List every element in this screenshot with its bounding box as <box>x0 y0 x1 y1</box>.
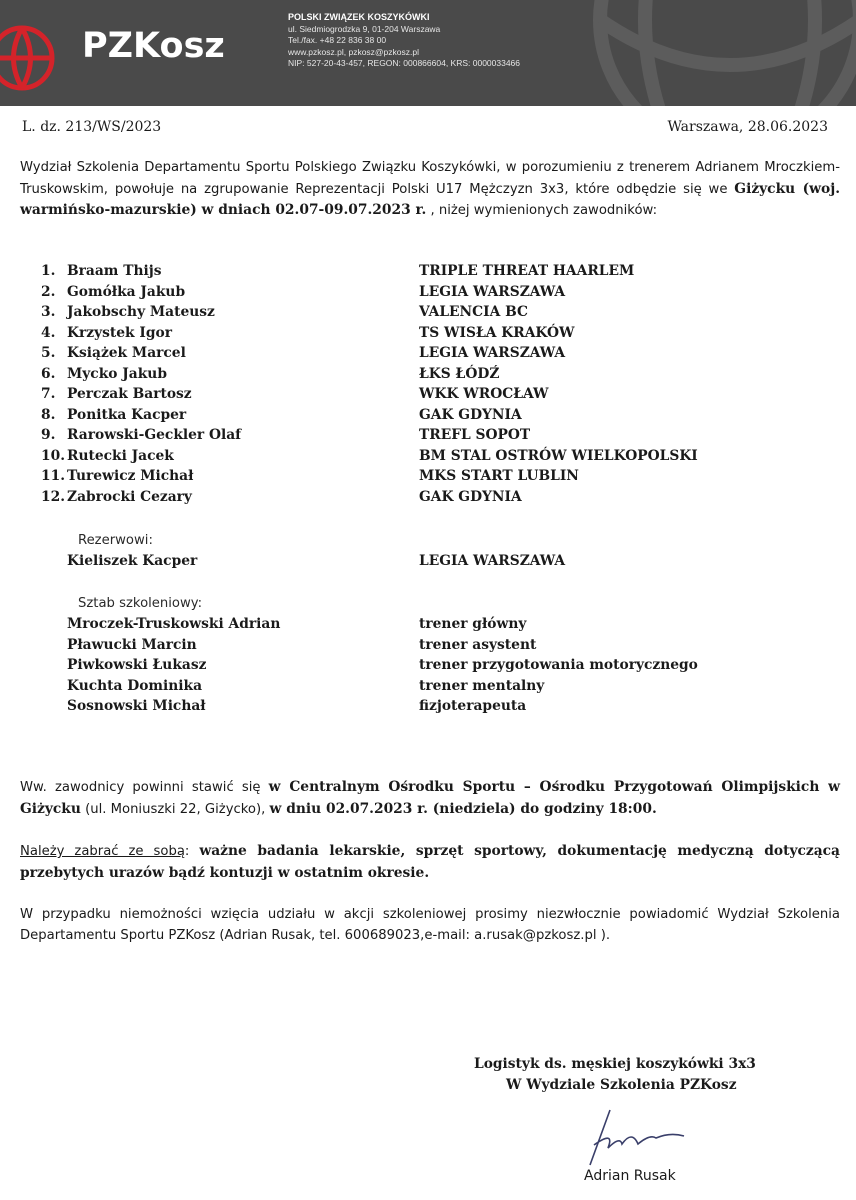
intro-text-2: , niżej wymienionych zawodników: <box>426 203 658 218</box>
reserve-name: Kieliszek Kacper <box>67 553 198 569</box>
player-club: MKS START LUBLIN <box>419 468 579 484</box>
player-name: Perczak Bartosz <box>67 386 192 402</box>
org-registry: NIP: 527-20-43-457, REGON: 000866604, KRS: 0000033466 <box>288 58 521 69</box>
signature-name: Adrian Rusak <box>584 1168 676 1184</box>
player-number: 11. <box>41 468 66 484</box>
player-number: 4. <box>41 324 56 341</box>
org-name: POLSKI ZWIĄZEK KOSZYKÓWKI <box>288 12 430 22</box>
staff-name: Kuchta Dominika <box>67 677 203 694</box>
signature-title-1: Logistyk ds. męskiej koszykówki 3x3 <box>474 1056 756 1072</box>
staff-name: Piwkowski Łukasz <box>67 657 207 673</box>
reserves-label: Rezerwowi: <box>78 533 153 548</box>
player-club: GAK GDYNIA <box>419 488 522 505</box>
player-name: Rutecki Jacek <box>67 447 174 464</box>
org-address: ul. Siedmiogrodzka 9, 01-204 Warszawa <box>288 23 441 34</box>
place-date: Warszawa, 28.06.2023 <box>667 119 828 135</box>
intro-bold: Giżycku (woj. warmińsko-mazurskie) w dniach 02.07-09.07.2023 r. <box>20 180 841 218</box>
arrival-bold-2: w dniu 02.07.2023 r. (niedziela) do godziny 18:00. <box>269 800 657 817</box>
player-name: Zabrocki Cezary <box>67 488 192 505</box>
player-name: Rarowski-Geckler Olaf <box>67 427 242 443</box>
staff-name: Sosnowski Michał <box>67 698 206 714</box>
staff-role: trener mentalny <box>419 677 545 694</box>
player-number: 1. <box>41 263 56 279</box>
signature-title-2: W Wydziale Szkolenia PZKosz <box>506 1077 737 1093</box>
intro-paragraph <box>20 158 840 222</box>
organization-address <box>288 12 520 70</box>
handwritten-signature <box>560 1100 700 1170</box>
staff-name: Pławucki Marcin <box>67 636 197 653</box>
reference-number: L. dz. 213/WS/2023 <box>22 119 162 135</box>
player-number: 6. <box>41 365 56 382</box>
letterhead <box>0 0 856 106</box>
player-club: TREFL SOPOT <box>419 427 531 443</box>
player-club: VALENCIA BC <box>419 304 529 320</box>
intro-text-1: Wydział Szkolenia Departamentu Sportu Polskiego Związku Koszykówki, w porozumieniu z trenerem Adrianem Mroczkiem-Truskowskim, powołuje na zgrupowanie Reprezentacji Polski U17 Mężczyzn 3x3, które odbędzie się we <box>20 160 840 197</box>
player-club: TRIPLE THREAT HAARLEM <box>419 263 635 279</box>
player-name: Jakobschy Mateusz <box>67 304 215 320</box>
player-club: TS WISŁA KRAKÓW <box>419 324 575 341</box>
notice-paragraph: W przypadku niemożności wzięcia udziału w akcji szkoleniowej prosimy niezwłocznie powiadomić Wydział Szkolenia Departamentu Sportu PZKosz (Adrian Rusak, tel. 600689023,e-mail: a.rusak@pzkosz.pl ). <box>20 907 840 943</box>
brand-name: PZKosz <box>82 26 225 66</box>
player-club: LEGIA WARSZAWA <box>419 345 566 361</box>
player-name: Turewicz Michał <box>67 468 194 484</box>
bring-colon: : <box>184 844 200 859</box>
player-number: 8. <box>41 406 56 423</box>
player-club: WKK WROCŁAW <box>419 386 549 402</box>
basketball-watermark-icon <box>560 0 856 106</box>
player-number: 3. <box>41 304 56 320</box>
org-phone: Tel./fax. +48 22 836 38 00 <box>288 35 387 46</box>
player-number: 2. <box>41 283 56 300</box>
org-web-email: www.pzkosz.pl, pzkosz@pzkosz.pl <box>288 46 419 57</box>
bring-paragraph <box>20 841 840 884</box>
staff-label: Sztab szkoleniowy: <box>78 596 203 611</box>
player-name: Ponitka Kacper <box>67 406 187 423</box>
arrival-bold-1: w Centralnym Ośrodku Sportu – Ośrodku Przygotowań Olimpijskich w Giżycku <box>20 779 841 817</box>
arrival-paragraph <box>20 777 840 820</box>
arrival-text-2: (ul. Moniuszki 22, Giżycko), <box>80 801 270 817</box>
bring-heading: Należy zabrać ze sobą <box>20 844 185 859</box>
reserve-club: LEGIA WARSZAWA <box>419 553 566 569</box>
player-club: BM STAL OSTRÓW WIELKOPOLSKI <box>419 447 698 464</box>
staff-role: trener asystent <box>419 636 537 653</box>
staff-name: Mroczek-Truskowski Adrian <box>67 616 281 632</box>
staff-role: trener główny <box>419 616 527 632</box>
staff-role: fizjoterapeuta <box>419 698 527 714</box>
player-club: GAK GDYNIA <box>419 406 522 423</box>
pzkosz-logo-icon <box>0 0 80 106</box>
player-number: 5. <box>41 345 56 361</box>
arrival-text-1: Ww. zawodnicy powinni stawić się <box>20 780 269 795</box>
player-number: 10. <box>41 447 66 464</box>
player-number: 9. <box>41 427 56 443</box>
player-name: Gomółka Jakub <box>67 283 186 300</box>
player-club: LEGIA WARSZAWA <box>419 283 566 300</box>
player-number: 12. <box>41 488 66 505</box>
player-name: Mycko Jakub <box>67 365 167 382</box>
player-name: Krzystek Igor <box>67 324 172 341</box>
player-number: 7. <box>41 386 56 402</box>
player-club: ŁKS ŁÓDŹ <box>419 365 500 382</box>
player-name: Książek Marcel <box>67 345 186 361</box>
staff-role: trener przygotowania motorycznego <box>419 657 698 673</box>
bring-items: ważne badania lekarskie, sprzęt sportowy, dokumentację medyczną dotyczącą przebytych urazów bądź kontuzji w ostatnim okresie. <box>20 843 840 881</box>
player-name: Braam Thijs <box>67 263 162 279</box>
